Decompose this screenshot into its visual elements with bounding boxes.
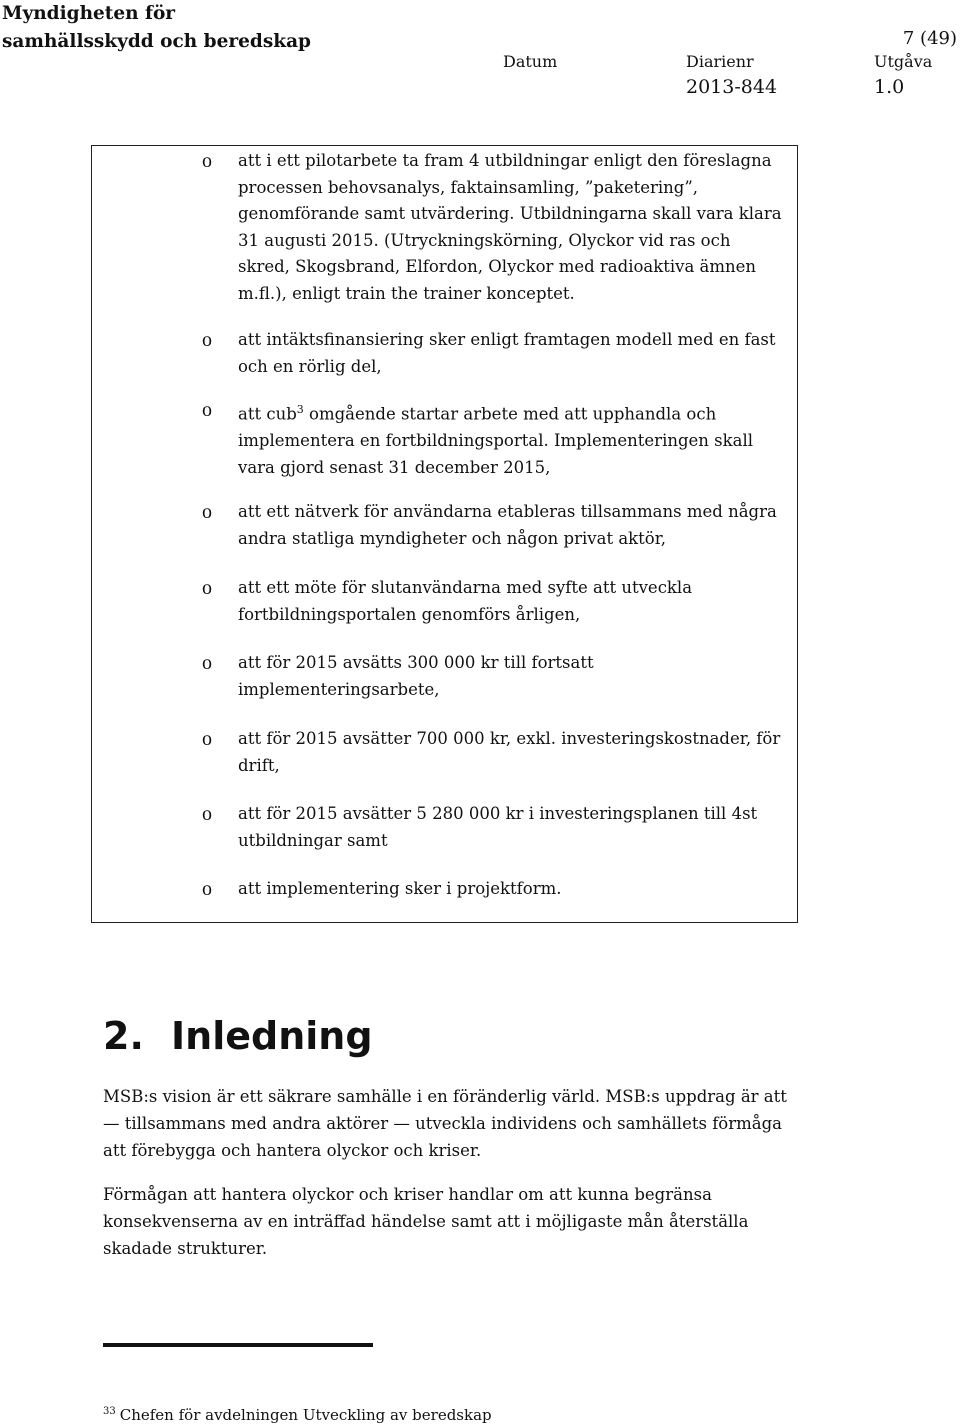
organization-name: [2, 0, 311, 56]
utgava-label: Utgåva: [874, 52, 933, 71]
list-item-text: att cub$^3$ omgående startar arbete med att upphandla och implementera en fortbildningsportal. Implementeringen skall vara gjord senast 31 december 2015,: [238, 403, 754, 477]
section-heading: [103, 1012, 373, 1060]
section-title: Inledning: [171, 1014, 373, 1058]
list-item-text: att ett möte för slutanvändarna med syfte att utveckla fortbildningsportalen genomförs årligen,: [238, 578, 693, 624]
section-number: 2.: [103, 1014, 144, 1058]
diarienr-label: Diarienr: [686, 52, 754, 71]
list-item-text: att implementering sker i projektform.: [238, 879, 562, 898]
list-item-text: att ett nätverk för användarna etableras tillsammans med några andra statliga myndigheter och någon privat aktör,: [238, 502, 777, 548]
body-paragraph: Förmågan att hantera olyckor och kriser handlar om att kunna begränsa konsekvenserna av en inträffad händelse samt att i möjligaste mån återställa skadade strukturer.: [103, 1185, 749, 1258]
bullet-marker: o: [202, 150, 212, 172]
bullet-marker: o: [202, 728, 212, 750]
bullet-marker: o: [202, 878, 212, 900]
list-item-text: att för 2015 avsätter 5 280 000 kr i investeringsplanen till 4st utbildningar samt: [238, 804, 758, 850]
footnote-separator: [103, 1343, 373, 1347]
bullet-marker: o: [202, 652, 212, 674]
organization-name-line1: Myndigheten för: [2, 3, 176, 24]
footnote-ref: 3: [296, 403, 304, 416]
bullet-marker: o: [202, 329, 212, 351]
footnote-text: Chefen för avdelningen Utveckling av beredskap: [119, 1406, 492, 1424]
bullet-marker: o: [202, 501, 212, 523]
decision-box: [91, 145, 798, 923]
diarienr-value: 2013-844: [686, 76, 778, 98]
datum-label: Datum: [503, 52, 558, 71]
organization-name-line2: samhällsskydd och beredskap: [2, 31, 311, 52]
list-item-text: att intäktsfinansiering sker enligt framtagen modell med en fast och en rörlig del,: [238, 330, 776, 376]
bullet-marker: o: [202, 577, 212, 599]
utgava-value: 1.0: [874, 76, 905, 98]
body-paragraph: MSB:s vision är ett säkrare samhälle i en föränderlig värld. MSB:s uppdrag är att — tillsammans med andra aktörer — utveckla individens och samhällets förmåga att förebygga och hantera olyckor och kriser.: [103, 1087, 787, 1160]
page-number: 7 (49): [902, 28, 957, 49]
bullet-marker: o: [202, 399, 212, 421]
list-item-text: att för 2015 avsätts 300 000 kr till fortsatt implementeringsarbete,: [238, 653, 594, 699]
bullet-marker: o: [202, 803, 212, 825]
list-item-text: att i ett pilotarbete ta fram 4 utbildningar enligt den föreslagna processen behovsanalys, faktainsamling, ”paketering”, genomförande samt utvärdering. Utbildningarna skall vara klara 31 augusti 2015. (Utryckningskörning, Olyckor vid ras och skred, Skogsbrand, Elfordon, Olyckor med radioaktiva ämnen m.fl.), enligt train the trainer konceptet.: [238, 151, 782, 303]
footnote-number: 33: [103, 1406, 116, 1417]
footnote: [103, 1401, 492, 1426]
list-item-text: att för 2015 avsätter 700 000 kr, exkl. investeringskostnader, för drift,: [238, 729, 781, 775]
